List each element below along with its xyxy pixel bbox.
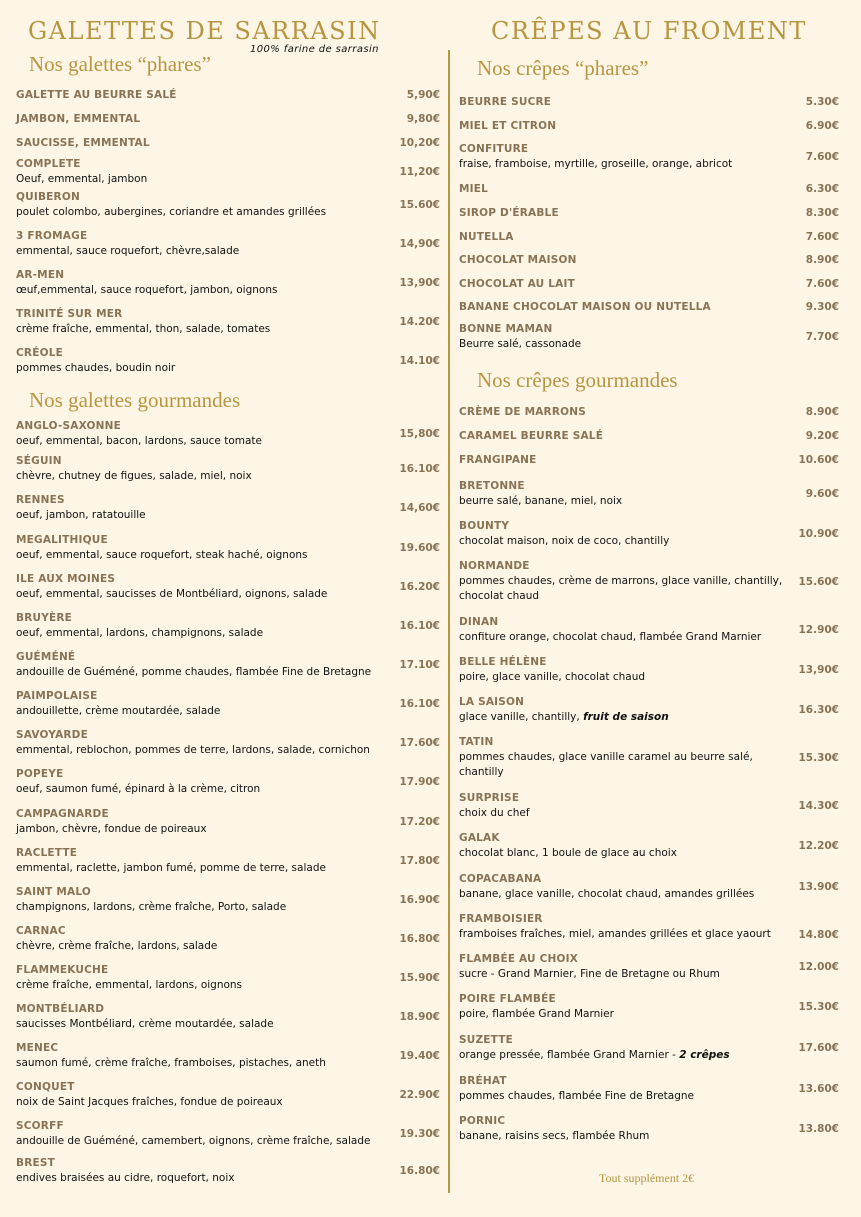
menu-item-description — [16, 1095, 440, 1110]
menu-item — [459, 96, 839, 108]
menu-item-price: 15,80€ — [399, 428, 440, 440]
menu-item-name: AR-MEN — [16, 269, 65, 281]
right-section-title: Nos crêpes “phares” — [477, 56, 649, 80]
menu-item-price: 16.10€ — [399, 463, 440, 475]
description-text: sucre - Grand Marnier, Fine de Bretagne ou Rhum — [459, 968, 720, 980]
menu-item-price: 14.10€ — [399, 355, 440, 367]
menu-item-description — [459, 887, 839, 902]
description-emphasis: fruit de saison — [583, 711, 669, 723]
menu-item-price: 19.40€ — [399, 1050, 440, 1062]
menu-item-name: QUIBERON — [16, 191, 80, 203]
menu-item — [16, 420, 440, 449]
menu-item-name: MIEL ET CITRON — [459, 120, 557, 132]
description-text: banane, raisins secs, flambée Rhum — [459, 1130, 650, 1142]
menu-item-name: MIEL — [459, 183, 489, 195]
menu-item-description — [459, 574, 794, 604]
menu-item-description — [16, 978, 440, 993]
menu-item-name: BRÉHAT — [459, 1075, 507, 1087]
menu-item-price: 16.10€ — [399, 620, 440, 632]
description-text: andouillette, crème moutardée, salade — [16, 705, 221, 717]
menu-item — [16, 347, 440, 376]
description-text: oeuf, emmental, bacon, lardons, sauce tomate — [16, 435, 262, 447]
menu-item-price: 7.70€ — [805, 331, 839, 343]
menu-item-price: 12.90€ — [798, 624, 839, 636]
left-section-title: Nos galettes gourmandes — [29, 388, 241, 412]
menu-item-price: 15.90€ — [399, 972, 440, 984]
description-text: oeuf, jambon, ratatouille — [16, 509, 146, 521]
menu-item-description — [16, 244, 440, 259]
menu-item-description — [459, 710, 839, 725]
menu-item — [459, 953, 839, 982]
menu-item-price: 15.60€ — [399, 199, 440, 211]
menu-item-price: 11,20€ — [399, 166, 440, 178]
menu-item-price: 16.80€ — [399, 1165, 440, 1177]
description-text: jambon, chèvre, fondue de poireaux — [16, 823, 207, 835]
menu-item — [16, 455, 440, 484]
menu-item-price: 10,20€ — [399, 137, 440, 149]
menu-item-description — [16, 548, 440, 563]
menu-item-name: MONTBÉLIARD — [16, 1003, 105, 1015]
menu-item-price: 17.60€ — [399, 737, 440, 749]
description-text: oeuf, saumon fumé, épinard à la crème, citron — [16, 783, 261, 795]
menu-item — [459, 231, 839, 243]
menu-item — [16, 269, 440, 298]
menu-item-description — [459, 806, 839, 821]
menu-item-name: CAMPAGNARDE — [16, 808, 109, 820]
menu-item-name: ANGLO-SAXONNE — [16, 420, 122, 432]
description-text: confiture orange, chocolat chaud, flambée Grand Marnier — [459, 631, 762, 643]
menu-item — [459, 832, 839, 861]
menu-item-description — [16, 626, 440, 641]
menu-item-price: 7.60€ — [805, 151, 839, 163]
menu-item-name: RENNES — [16, 494, 65, 506]
description-text: poulet colombo, aubergines, coriandre et amandes grillées — [16, 206, 327, 218]
flour-note: 100% farine de sarrasin — [250, 44, 379, 55]
menu-item-price: 15.60€ — [798, 576, 839, 588]
menu-item-price: 19.30€ — [399, 1128, 440, 1140]
menu-item-name: BOUNTY — [459, 520, 510, 532]
menu-item-name: BRUYÈRE — [16, 612, 73, 624]
menu-item-name: SAVOYARDE — [16, 729, 88, 741]
menu-item-name: PORNIC — [459, 1115, 506, 1127]
menu-item — [459, 913, 839, 942]
menu-item — [459, 183, 839, 195]
menu-item-name: 3 FROMAGE — [16, 230, 88, 242]
menu-item-name: SAUCISSE, EMMENTAL — [16, 137, 150, 149]
menu-item — [16, 573, 440, 602]
menu-item-price: 8.90€ — [805, 254, 839, 266]
menu-item-name: MENEC — [16, 1042, 59, 1054]
menu-item — [16, 1042, 440, 1071]
menu-item-description — [16, 1171, 440, 1186]
menu-item-name: FLAMMEKUCHE — [16, 964, 109, 976]
menu-item-price: 6.30€ — [805, 183, 839, 195]
menu-item-name: RACLETTE — [16, 847, 78, 859]
menu-item-price: 17.60€ — [798, 1042, 839, 1054]
menu-item-description — [16, 1134, 440, 1149]
menu-item-description — [459, 927, 794, 942]
description-text: oeuf, emmental, sauce roquefort, steak haché, oignons — [16, 549, 308, 561]
menu-item — [459, 736, 839, 780]
menu-item — [16, 89, 440, 101]
menu-item-name: TRINITÉ SUR MER — [16, 308, 123, 320]
menu-item-description — [16, 822, 440, 837]
menu-item-name: CONFITURE — [459, 143, 529, 155]
menu-item-name: FLAMBÉE AU CHOIX — [459, 953, 579, 965]
menu-item-description — [16, 322, 440, 337]
description-text: Oeuf, emmental, jambon — [16, 173, 148, 185]
description-text: champignons, lardons, crème fraîche, Porto, salade — [16, 901, 287, 913]
menu-item-price: 16.90€ — [399, 894, 440, 906]
menu-item-description — [16, 587, 440, 602]
description-text: beurre salé, banane, miel, noix — [459, 495, 623, 507]
menu-item — [16, 1157, 440, 1186]
menu-item-name: MEGALITHIQUE — [16, 534, 108, 546]
description-text: fraise, framboise, myrtille, groseille, orange, abricot — [459, 158, 733, 170]
menu-item-price: 13.90€ — [798, 881, 839, 893]
menu-item-description — [16, 665, 440, 680]
menu-item — [16, 612, 440, 641]
menu-item-name: COPACABANA — [459, 873, 542, 885]
right-section-title: Nos crêpes gourmandes — [477, 368, 678, 392]
menu-item-name: SÉGUIN — [16, 455, 62, 467]
menu-item-description — [16, 469, 440, 484]
menu-item — [459, 873, 839, 902]
menu-item — [459, 792, 839, 821]
description-text: banane, glace vanille, chocolat chaud, amandes grillées — [459, 888, 755, 900]
menu-item — [16, 886, 440, 915]
menu-item-price: 16.10€ — [399, 698, 440, 710]
menu-item — [459, 696, 839, 725]
menu-item-price: 13.60€ — [798, 1083, 839, 1095]
menu-item-price: 17.90€ — [399, 776, 440, 788]
menu-item — [459, 993, 839, 1022]
menu-item — [459, 301, 839, 313]
menu-item-name: SCORFF — [16, 1120, 64, 1132]
menu-item-name: NORMANDE — [459, 560, 530, 572]
description-text: andouille de Guéméné, pomme chaudes, flambée Fine de Bretagne — [16, 666, 372, 678]
menu-item-description — [459, 967, 839, 982]
menu-item-price: 19.60€ — [399, 542, 440, 554]
description-text: emmental, raclette, jambon fumé, pomme de terre, salade — [16, 862, 326, 874]
menu-item — [16, 847, 440, 876]
menu-item-name: NUTELLA — [459, 231, 514, 243]
menu-item-name: FRAMBOISIER — [459, 913, 543, 925]
description-text: noix de Saint Jacques fraîches, fondue de poireaux — [16, 1096, 283, 1108]
menu-item — [16, 808, 440, 837]
menu-item — [16, 494, 440, 523]
column-divider — [448, 50, 450, 1193]
menu-item-price: 14,90€ — [399, 238, 440, 250]
menu-item-description — [459, 670, 839, 685]
description-text: poire, glace vanille, chocolat chaud — [459, 671, 646, 683]
menu-item-description — [459, 1048, 839, 1063]
menu-item-name: POIRE FLAMBÉE — [459, 993, 556, 1005]
menu-item-price: 9,80€ — [406, 113, 440, 125]
menu-item-description — [16, 508, 440, 523]
menu-item-name: CHOCOLAT AU LAIT — [459, 278, 575, 290]
menu-item-description — [16, 939, 440, 954]
menu-item-name: CHOCOLAT MAISON — [459, 254, 577, 266]
menu-item-price: 18.90€ — [399, 1011, 440, 1023]
menu-item-price: 6.90€ — [805, 120, 839, 132]
menu-item — [16, 768, 440, 797]
menu-item — [459, 560, 839, 604]
menu-item-description — [16, 172, 440, 187]
description-text: choix du chef — [459, 807, 530, 819]
menu-item — [459, 207, 839, 219]
description-text: saumon fumé, crème fraîche, framboises, pistaches, aneth — [16, 1057, 326, 1069]
menu-item-description — [16, 704, 440, 719]
description-text: pommes chaudes, flambée Fine de Bretagne — [459, 1090, 694, 1102]
menu-item-name: BANANE CHOCOLAT MAISON OU NUTELLA — [459, 301, 711, 313]
menu-item-description — [459, 1089, 839, 1104]
menu-item-name: CARAMEL BEURRE SALÉ — [459, 430, 604, 442]
menu-item — [459, 616, 839, 645]
menu-item-description — [459, 630, 839, 645]
menu-item — [16, 1081, 440, 1110]
menu-item-price: 10.60€ — [798, 454, 839, 466]
menu-item — [16, 690, 440, 719]
menu-item — [16, 729, 440, 758]
menu-item — [459, 406, 839, 418]
menu-item-name: BONNE MAMAN — [459, 323, 553, 335]
menu-item-price: 8.90€ — [805, 406, 839, 418]
menu-item-description — [459, 1007, 839, 1022]
menu-item-description — [16, 782, 440, 797]
menu-item — [459, 480, 839, 509]
menu-item — [16, 534, 440, 563]
menu-item-description — [16, 205, 440, 220]
menu-item-description — [16, 283, 440, 298]
menu-item — [459, 278, 839, 290]
menu-item-name: SURPRISE — [459, 792, 520, 804]
description-text: œuf,emmental, sauce roquefort, jambon, oignons — [16, 284, 278, 296]
menu-item-price: 5.30€ — [805, 96, 839, 108]
menu-item-name: PAIMPOLAISE — [16, 690, 98, 702]
menu-item-price: 9.30€ — [805, 301, 839, 313]
menu-item-description — [16, 743, 440, 758]
menu-item — [16, 230, 440, 259]
menu-item-name: CARNAC — [16, 925, 66, 937]
menu-item-price: 13,90€ — [399, 277, 440, 289]
left-main-title: GALETTES DE SARRASIN — [28, 17, 381, 45]
menu-item — [459, 120, 839, 132]
menu-item-price: 12.20€ — [798, 840, 839, 852]
description-text: pommes chaudes, crème de marrons, glace vanille, chantilly, chocolat chaud — [459, 575, 783, 602]
description-text: chèvre, crème fraîche, lardons, salade — [16, 940, 218, 952]
menu-item — [459, 656, 839, 685]
description-text: emmental, reblochon, pommes de terre, lardons, salade, cornichon — [16, 744, 370, 756]
menu-item-price: 10.90€ — [798, 528, 839, 540]
menu-item-description — [459, 846, 839, 861]
description-text: pommes chaudes, glace vanille caramel au beurre salé, chantilly — [459, 751, 753, 778]
menu-item-description — [459, 1129, 839, 1144]
description-text: Beurre salé, cassonade — [459, 338, 582, 350]
menu-item — [16, 113, 440, 125]
menu-item-price: 13,90€ — [798, 664, 839, 676]
menu-item-name: TATIN — [459, 736, 494, 748]
menu-item-description — [16, 434, 440, 449]
menu-item-name: BEURRE SUCRE — [459, 96, 552, 108]
menu-item-price: 17.10€ — [399, 659, 440, 671]
menu-item-name: BREST — [16, 1157, 55, 1169]
menu-item-price: 13.80€ — [798, 1123, 839, 1135]
menu-item — [16, 651, 440, 680]
description-text: oeuf, emmental, saucisses de Montbéliard, oignons, salade — [16, 588, 328, 600]
description-text: chèvre, chutney de figues, salade, miel, noix — [16, 470, 252, 482]
description-text: pommes chaudes, boudin noir — [16, 362, 176, 374]
menu-item — [459, 323, 839, 352]
menu-item-name: BRETONNE — [459, 480, 525, 492]
description-emphasis: 2 crêpes — [679, 1049, 730, 1061]
menu-item-price: 14,60€ — [399, 502, 440, 514]
menu-item-price: 17.80€ — [399, 855, 440, 867]
menu-item — [459, 454, 839, 466]
menu-item-name: DINAN — [459, 616, 499, 628]
menu-item-name: SAINT MALO — [16, 886, 92, 898]
menu-item-description — [459, 157, 839, 172]
menu-item-name: CONQUET — [16, 1081, 75, 1093]
description-text: crème fraîche, emmental, thon, salade, tomates — [16, 323, 271, 335]
menu-item — [459, 430, 839, 442]
menu-item-name: SUZETTE — [459, 1034, 514, 1046]
supplement-note: Tout supplément 2€ — [599, 1171, 695, 1185]
menu-item — [459, 520, 839, 549]
menu-item-name: JAMBON, EMMENTAL — [16, 113, 141, 125]
menu-item-name: CRÉOLE — [16, 347, 63, 359]
menu-item-price: 9.60€ — [805, 488, 839, 500]
description-text: crème fraîche, emmental, lardons, oignons — [16, 979, 243, 991]
menu-item-price: 5,90€ — [406, 89, 440, 101]
menu-item-name: SIROP D'ÉRABLE — [459, 207, 559, 219]
menu-item-name: LA SAISON — [459, 696, 525, 708]
description-text: poire, flambée Grand Marnier — [459, 1008, 614, 1020]
menu-item — [16, 1003, 440, 1032]
menu-item — [459, 1034, 839, 1063]
description-text: endives braisées au cidre, roquefort, noix — [16, 1172, 235, 1184]
menu-item-description — [459, 750, 794, 780]
description-text: chocolat maison, noix de coco, chantilly — [459, 535, 670, 547]
menu-item-price: 12.00€ — [798, 961, 839, 973]
menu-item — [16, 191, 440, 220]
menu-item-price: 14.20€ — [399, 316, 440, 328]
menu-item — [16, 158, 440, 187]
menu-item-name: GALETTE AU BEURRE SALÉ — [16, 89, 177, 101]
menu-item-price: 7.60€ — [805, 278, 839, 290]
menu-item — [459, 1115, 839, 1144]
menu-item-description — [16, 1017, 440, 1032]
menu-item-description — [16, 361, 440, 376]
menu-item — [16, 1120, 440, 1149]
description-text: glace vanille, chantilly, — [459, 711, 584, 723]
description-text: emmental, sauce roquefort, chèvre,salade — [16, 245, 240, 257]
description-text: framboises fraîches, miel, amandes grillées et glace yaourt — [459, 928, 771, 940]
menu-item — [459, 1075, 839, 1104]
menu-item-name: ILE AUX MOINES — [16, 573, 116, 585]
menu-item-name: BELLE HÉLÈNE — [459, 656, 547, 668]
description-text: orange pressée, flambée Grand Marnier - — [459, 1049, 680, 1061]
description-text: oeuf, emmental, lardons, champignons, salade — [16, 627, 264, 639]
menu-item — [16, 925, 440, 954]
menu-item-description — [16, 861, 440, 876]
menu-item-price: 16.20€ — [399, 581, 440, 593]
menu-item-name: FRANGIPANE — [459, 454, 537, 466]
menu-item-description — [459, 534, 839, 549]
menu-item-name: GUÉMÉNÉ — [16, 651, 76, 663]
menu-item-price: 7.60€ — [805, 231, 839, 243]
menu-item-name: CRÈME DE MARRONS — [459, 406, 587, 418]
menu-item-price: 16.80€ — [399, 933, 440, 945]
menu-item-description — [16, 900, 440, 915]
menu-item-description — [459, 494, 839, 509]
description-text: andouille de Guéméné, camembert, oignons, crème fraîche, salade — [16, 1135, 371, 1147]
menu-item — [459, 143, 839, 172]
menu-item-name: POPEYE — [16, 768, 64, 780]
menu-item-price: 15.30€ — [798, 752, 839, 764]
menu-item-price: 17.20€ — [399, 816, 440, 828]
menu-item-price: 16.30€ — [798, 704, 839, 716]
menu-item-name: GALAK — [459, 832, 500, 844]
menu-item-description — [459, 337, 839, 352]
menu-item-description — [16, 1056, 440, 1071]
menu-item-price: 15.30€ — [798, 1001, 839, 1013]
menu-item-name: COMPLETE — [16, 158, 81, 170]
menu-item-price: 9.20€ — [805, 430, 839, 442]
menu-item-price: 22.90€ — [399, 1089, 440, 1101]
menu-item-price: 8.30€ — [805, 207, 839, 219]
menu-item-price: 14.80€ — [798, 929, 839, 941]
menu-item — [16, 964, 440, 993]
menu-item — [16, 137, 440, 149]
right-main-title: CRÊPES AU FROMENT — [491, 17, 807, 45]
menu-item — [459, 254, 839, 266]
menu-item-price: 14.30€ — [798, 800, 839, 812]
left-section-title: Nos galettes “phares” — [29, 52, 211, 76]
menu-item — [16, 308, 440, 337]
description-text: chocolat blanc, 1 boule de glace au choix — [459, 847, 677, 859]
description-text: saucisses Montbéliard, crème moutardée, salade — [16, 1018, 274, 1030]
